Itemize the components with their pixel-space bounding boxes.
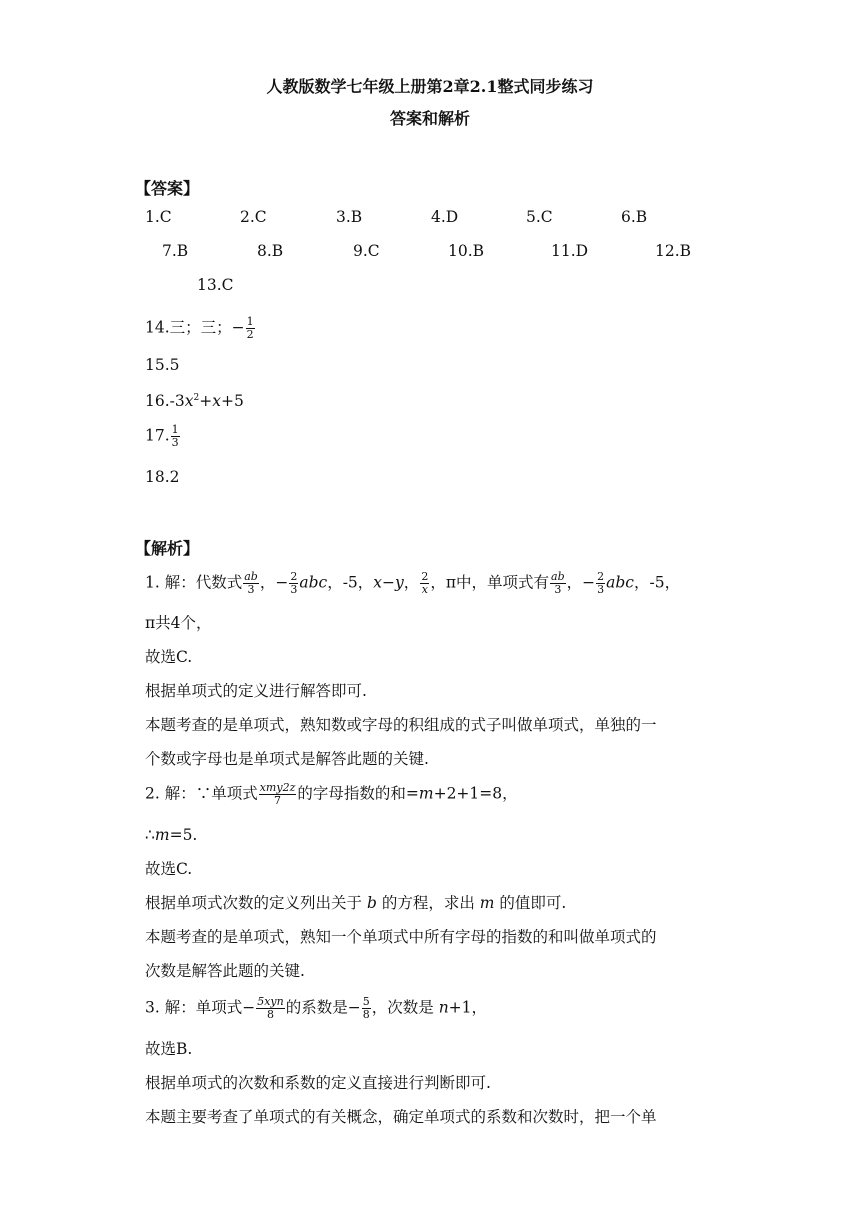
answer-item: 4.D — [431, 208, 459, 226]
answer-item: 3.B — [336, 208, 363, 226]
q3-line-1: 3. 解：单项式− $\frac{\text{5xyn}}{8}$ 的系数是− $\frac{5}{8}$ ，次数是 n+1， — [145, 995, 488, 1021]
answer-item: 2.C — [240, 208, 267, 226]
fraction: $\frac{\text{5xyn}}{8}$ — [257, 995, 284, 1021]
answer-18: 18.2 — [145, 468, 180, 486]
q3-line-4: 本题主要考查了单项式的有关概念，确定单项式的系数和次数时，把一个单 — [145, 1108, 657, 1126]
fraction: $\frac{ab}{3}$ — [551, 570, 565, 596]
answer-item: 11.D — [551, 242, 589, 260]
q2-line-4: 根据单项式次数的定义列出关于 b 的方程，求出 m 的值即可. — [145, 894, 567, 912]
document-title: 人教版数学七年级上册第2章2.1整式同步练习 — [266, 77, 594, 96]
answers-heading: 【答案】 — [135, 179, 200, 198]
q1-line-6: 个数或字母也是单项式是解答此题的关键. — [145, 750, 429, 768]
fraction: $\frac{ab}{3}$ — [244, 570, 258, 596]
q2-line-5: 本题考查的是单项式，熟知一个单项式中所有字母的指数的和叫做单项式的 — [145, 928, 657, 946]
q1-line-3: 故选C. — [145, 648, 193, 666]
answer-item: 7.B — [162, 242, 189, 260]
q2-line-2: ∴m=5. — [145, 826, 198, 844]
answer-item: 6.B — [621, 208, 648, 226]
q1-line-5: 本题考查的是单项式，熟知数或字母的积组成的式子叫做单项式，单独的一 — [145, 716, 657, 734]
q3-line-3: 根据单项式的次数和系数的定义直接进行判断即可. — [145, 1074, 491, 1092]
fraction: $\frac{1}{3}$ — [171, 423, 179, 449]
q3-line-2: 故选B. — [145, 1040, 193, 1058]
answer-17: 17. $\frac{1}{3}$ — [145, 423, 179, 449]
answer-item: 10.B — [448, 242, 485, 260]
answer-16: $16.-3x^2+x+5$ — [145, 392, 244, 411]
fraction: $\frac{2}{3}$ — [290, 570, 298, 596]
q2-line-1: 2. 解：∵单项式 $\frac{\text{xmy2z}}{7}$ 的字母指数的和=m+2+1=8， — [145, 781, 518, 807]
q2-line-6: 次数是解答此题的关键. — [145, 962, 305, 980]
q2-line-3: 故选C. — [145, 860, 193, 878]
q1-line-2: π共4个， — [145, 614, 212, 632]
answer-item: 9.C — [353, 242, 380, 260]
answer-15: 15.5 — [145, 356, 180, 374]
fraction: $\frac{5}{8}$ — [362, 995, 370, 1021]
answer-item: 12.B — [655, 242, 692, 260]
fraction: $\frac{1}{2}$ — [246, 315, 254, 341]
fraction: $\frac{2}{3}$ — [597, 570, 605, 596]
answer-14: 14.三；三；− $\frac{1}{2}$ — [145, 315, 254, 341]
document-subtitle: 答案和解析 — [389, 109, 470, 128]
fraction: $\frac{\text{xmy2z}}{7}$ — [259, 781, 296, 807]
q1-line-1: 1. 解：代数式 $\frac{ab}{3}$ ，− $\frac{2}{3}$ abc，-5，x−y， $\frac{2}{x}$ ，π中，单项式有 $\frac{ab}{3}$ ，− $\frac{2}{3}$ abc，-5， — [145, 570, 681, 596]
answer-item: 1.C — [145, 208, 172, 226]
fraction: $\frac{2}{x}$ — [421, 570, 429, 596]
analysis-heading: 【解析】 — [135, 539, 200, 558]
answer-item: 8.B — [257, 242, 284, 260]
answer-item: 5.C — [526, 208, 553, 226]
answer-item: 13.C — [197, 276, 234, 294]
q1-line-4: 根据单项式的定义进行解答即可. — [145, 682, 367, 700]
